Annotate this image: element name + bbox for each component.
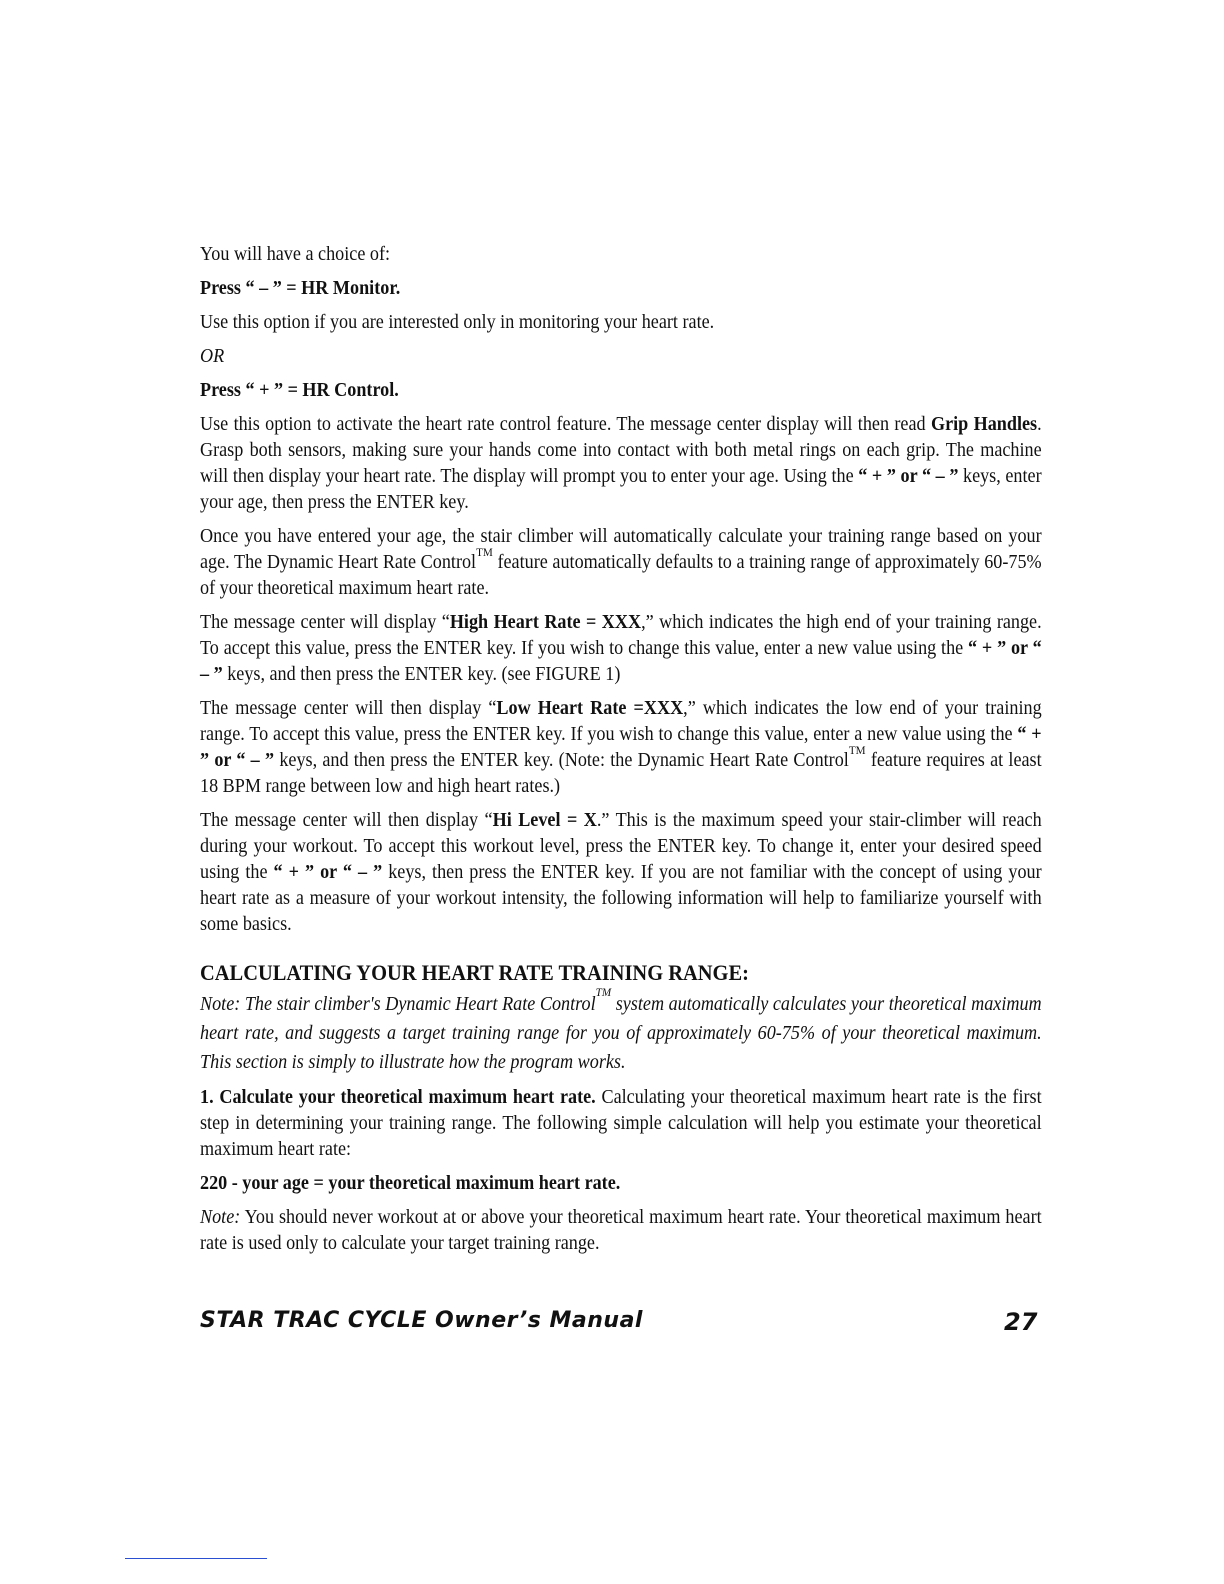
hi-level-term: Hi Level = X — [492, 810, 597, 831]
trademark-mark: TM — [848, 743, 866, 757]
text-run: keys, then press the ENTER key. If you are not familiar with the concept of using your heart rate as a measure of your workout intensity, the following information will help to familiarize yourself with some basics. — [200, 862, 1042, 935]
text-run: You should never workout at or above your theoretical maximum heart rate. Your theoretical maximum heart rate is used only to calculate your target training range. — [200, 1207, 1042, 1254]
hr-monitor-option-description: Use this option if you are interested only in monitoring your heart rate. — [200, 312, 715, 333]
text-run: ,” which indicates the low end of your training range. To accept this value, press the ENTER key. If you wish to change this value, enter a new value using the — [200, 698, 1042, 745]
bottom-divider — [125, 1558, 267, 1559]
text-run: feature requires at least 18 BPM range between low and high heart rates.) — [200, 750, 1042, 797]
hr-monitor-option-heading: Press “ – ” = HR Monitor. — [200, 278, 401, 299]
low-heart-rate-term: Low Heart Rate =XXX — [496, 698, 684, 719]
text-run: The message center will display “ — [200, 612, 450, 633]
text-run: ,” which indicates the high end of your training range. To accept this value, press the ENTER key. If you wish to change this value, enter a new value using the — [200, 612, 1042, 659]
text-run: .” This is the maximum speed your stair-climber will reach during your workout. To accept this workout level, press the ENTER key. To change it, enter your desired speed using the — [200, 810, 1042, 883]
low-heart-rate-paragraph — [200, 696, 1042, 800]
text-run: Note: The stair climber's Dynamic Heart Rate Control — [200, 994, 596, 1015]
grip-handles-term: Grip Handles — [930, 414, 1038, 435]
text-run: The message center will then display “ — [200, 698, 497, 719]
text-run: feature automatically defaults to a training range of approximately 60-75% of your theoretical maximum heart rate. — [200, 552, 1042, 599]
hr-control-paragraph — [200, 412, 1042, 516]
intro-text: You will have a choice of: — [200, 244, 391, 265]
note-label: Note: — [200, 1207, 241, 1228]
text-run: keys, and then press the ENTER key. (Note: the Dynamic Heart Rate Control — [274, 750, 849, 771]
text-run: The message center will then display “ — [200, 810, 493, 831]
text-run: keys, and then press the ENTER key. (see FIGURE 1) — [222, 664, 621, 685]
text-run: Once you have entered your age, the stair climber will automatically calculate your training range based on your age. The Dynamic Heart Rate Control — [200, 526, 1042, 573]
keys-term: “ + ” or “ – ” — [273, 862, 383, 883]
text-run: . Grasp both sensors, making sure your hands come into contact with both metal rings on each grip. The machine will then display your heart rate. The display will prompt you to enter your age. Using the — [200, 414, 1042, 487]
keys-term: “ + ” or “ – ” — [200, 638, 1042, 685]
age-range-paragraph — [200, 524, 1042, 602]
high-heart-rate-term: High Heart Rate = XXX — [449, 612, 642, 633]
step-one-paragraph — [200, 1085, 1042, 1163]
max-heart-rate-formula: 220 - your age = your theoretical maximum heart rate. — [200, 1173, 621, 1194]
text-run: Use this option to activate the heart rate control feature. The message center display will then read — [200, 414, 931, 435]
text-run: system automatically calculates your theoretical maximum heart rate, and suggests a target training range for you of approximately 60-75% of your theoretical maximum. This section is simply to illustrate how the program works. — [200, 994, 1042, 1073]
footer-manual-title: STAR TRAC CYCLE Owner’s Manual — [200, 1308, 643, 1333]
manual-page-body — [200, 242, 1042, 1265]
max-heart-rate-note — [200, 1205, 1042, 1257]
high-heart-rate-paragraph — [200, 610, 1042, 688]
keys-term: “ + ” or “ – ” — [200, 724, 1042, 771]
section-note — [200, 985, 1042, 1077]
trademark-mark: TM — [476, 545, 493, 559]
hr-control-option-heading: Press “ + ” = HR Control. — [200, 380, 399, 401]
keys-term: “ + ” or “ – ” — [858, 466, 959, 487]
or-separator: OR — [200, 346, 225, 367]
page-number: 27 — [1004, 1308, 1038, 1336]
trademark-mark: TM — [595, 985, 612, 999]
step-one-heading: 1. Calculate your theoretical maximum heart rate. — [200, 1087, 596, 1108]
hi-level-paragraph — [200, 808, 1042, 938]
text-run: keys, enter your age, then press the ENTER key. — [200, 466, 1042, 513]
section-heading: CALCULATING YOUR HEART RATE TRAINING RANGE: — [200, 960, 749, 985]
text-run: Calculating your theoretical maximum heart rate is the first step in determining your training range. The following simple calculation will help you estimate your theoretical maximum heart rate: — [200, 1087, 1042, 1160]
